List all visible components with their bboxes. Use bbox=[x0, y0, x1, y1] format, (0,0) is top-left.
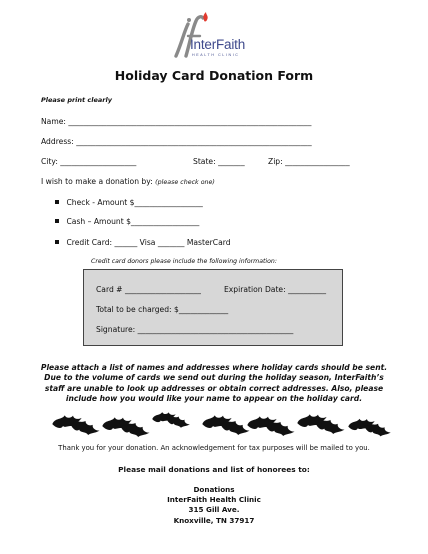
attach-note bbox=[20, 363, 408, 404]
donation-hint: (please check one) bbox=[155, 179, 215, 186]
thanks-note: Thank you for your donation. An acknowledgement for tax purposes will be mailed to you. bbox=[58, 444, 370, 452]
mail-heading: Please mail donations and list of honorees to: bbox=[118, 465, 310, 474]
attach-line: Please attach a list of names and addresses where holiday cards should be sent. bbox=[40, 363, 388, 372]
logo-tagline: HEALTH CLINIC bbox=[192, 53, 240, 57]
donation-prompt bbox=[41, 177, 215, 186]
option-check[interactable] bbox=[55, 198, 203, 207]
attach-line: staff are unable to look up addresses or obtain correct addresses. Also, please bbox=[44, 383, 384, 393]
total-charged-field[interactable]: Total to be charged: $_____________ bbox=[96, 305, 229, 314]
option-cash[interactable] bbox=[55, 217, 199, 226]
attach-line: Due to the volume of cards we send out during the holiday season, InterFaith’s bbox=[44, 373, 384, 383]
cc-note: Credit card donors please include the following information: bbox=[91, 258, 277, 265]
checkbox-check[interactable] bbox=[55, 200, 59, 204]
signature-field[interactable]: Signature: _________________________________________ bbox=[96, 325, 294, 334]
card-number-field[interactable]: Card # ____________________ bbox=[96, 285, 201, 294]
address-line: 315 Gill Ave. bbox=[188, 505, 240, 515]
checkbox-cash[interactable] bbox=[55, 219, 59, 223]
attach-line: include how you would like your name to appear on the holiday card. bbox=[65, 393, 363, 403]
print-note: Please print clearly bbox=[41, 96, 112, 104]
state-field[interactable]: State: _______ bbox=[193, 157, 245, 166]
option-credit-card[interactable] bbox=[55, 238, 231, 247]
address-line: Donations bbox=[193, 485, 235, 494]
logo-brand-text: InterFaith bbox=[190, 37, 246, 52]
expiration-date-field[interactable]: Expiration Date: __________ bbox=[224, 285, 327, 294]
donation-prompt-text: I wish to make a donation by: bbox=[41, 177, 153, 186]
mailing-address bbox=[0, 485, 428, 526]
option-check-label: Check - Amount $__________________ bbox=[66, 198, 203, 207]
holly-border-icon bbox=[52, 407, 398, 439]
option-credit-card-label: Credit Card: ______ Visa _______ MasterCard bbox=[66, 238, 231, 247]
page-title: Holiday Card Donation Form bbox=[114, 68, 314, 83]
address-line: Knoxville, TN 37917 bbox=[173, 515, 255, 525]
address-line: InterFaith Health Clinic bbox=[167, 495, 261, 505]
city-field[interactable]: City: ____________________ bbox=[41, 157, 137, 166]
address-field[interactable]: Address: ______________________________________________________________ bbox=[41, 137, 312, 146]
checkbox-credit-card[interactable] bbox=[55, 240, 59, 244]
name-field[interactable]: Name: ________________________________________________________________ bbox=[41, 117, 312, 126]
zip-field[interactable]: Zip: _________________ bbox=[268, 157, 350, 166]
option-cash-label: Cash – Amount $__________________ bbox=[66, 217, 200, 226]
